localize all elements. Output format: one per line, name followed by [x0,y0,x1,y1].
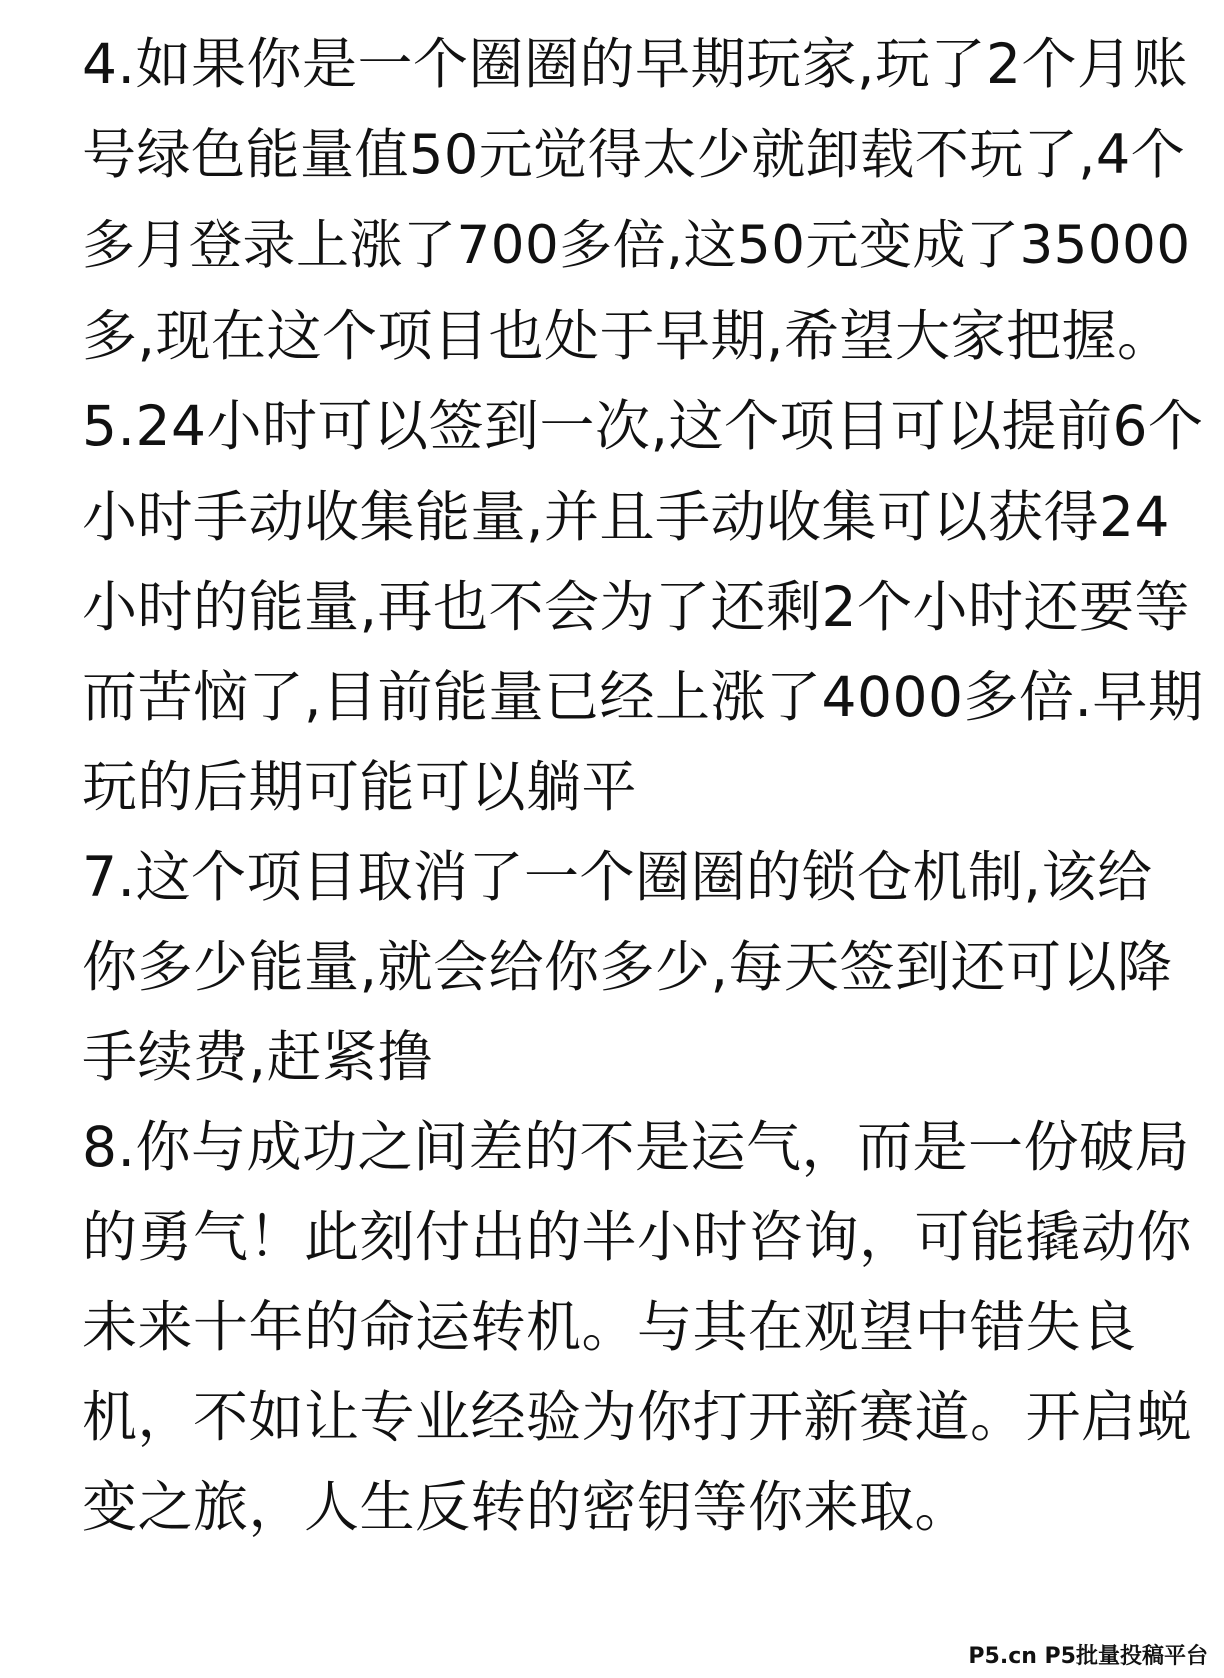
text-line: 小时的能量,再也不会为了还剩2个小时还要等 [82,575,1190,639]
text-line: 变之旅，人生反转的密钥等你来取。 [82,1475,971,1539]
text-line: 号绿色能量值50元觉得太少就卸载不玩了,4个 [82,123,1186,186]
text-line: 多,现在这个项目也处于早期,希望大家把握。 [82,304,1173,368]
text-line: 手续费,赶紧撸 [82,1025,433,1089]
text-line: 你多少能量,就会给你多少,每天签到还可以降 [82,935,1173,999]
text-line: 的勇气！此刻付出的半小时咨询，可能撬动你 [82,1205,1193,1269]
text-line: 未来十年的命运转机。与其在观望中错失良 [82,1295,1137,1359]
text-line: 4.如果你是一个圈圈的早期玩家,玩了2个月账 [82,32,1188,96]
text-line: 5.24小时可以签到一次,这个项目可以提前6个 [82,394,1204,458]
text-line: 小时手动收集能量,并且手动收集可以获得24 [82,485,1170,549]
text-line: 而苦恼了,目前能量已经上涨了4000多倍.早期 [82,665,1204,729]
text-line: 7.这个项目取消了一个圈圈的锁仓机制,该给 [82,845,1153,909]
watermark: P5.cn P5批量投稿平台 [964,1637,1212,1672]
text-line: 多月登录上涨了700多倍,这50元变成了35000 [82,215,1191,276]
text-line: 机，不如让专业经验为你打开新赛道。开启蜕 [82,1385,1193,1449]
text-line: 8.你与成功之间差的不是运气，而是一份破局 [82,1115,1190,1179]
text-line: 玩的后期可能可以躺平 [82,755,638,819]
